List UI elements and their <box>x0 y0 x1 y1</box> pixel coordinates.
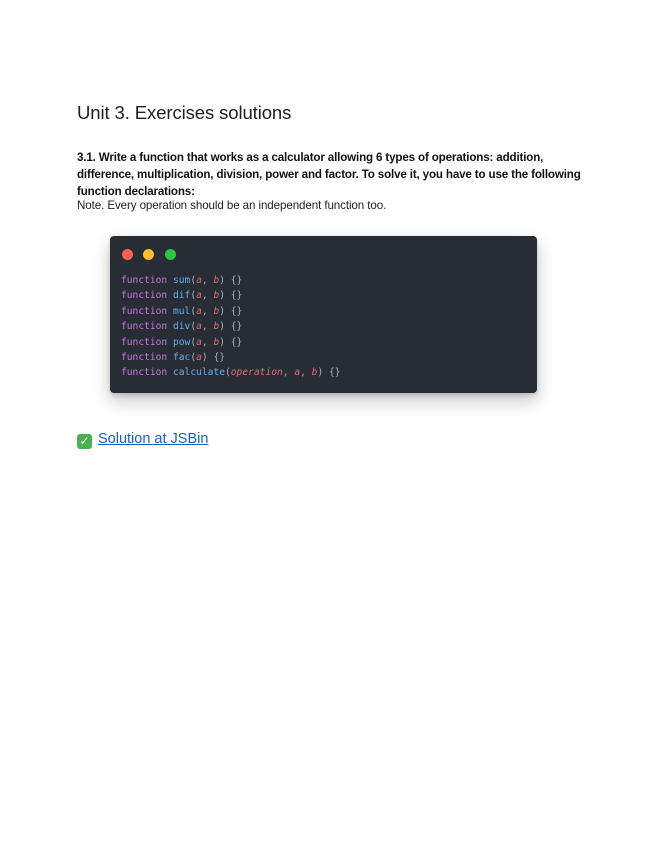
code-line <box>121 304 341 319</box>
code-punctuation: ( <box>224 367 231 379</box>
code-punctuation: ) {} <box>201 351 225 363</box>
exercise-note: Note. Every operation should be an independent function too. <box>77 199 387 212</box>
code-parameter: b <box>311 367 318 379</box>
minimize-dot-icon <box>143 249 154 260</box>
code-punctuation: ( <box>190 305 197 317</box>
code-parameter: a <box>196 321 202 333</box>
code-punctuation: ( <box>190 351 197 363</box>
code-line <box>121 319 341 334</box>
code-punctuation: , <box>300 367 312 379</box>
code-punctuation: ) {} <box>219 336 243 348</box>
exercise-statement: 3.1. Write a function that works as a calculator allowing 6 types of operations: addition, difference, multiplication, division, power and factor. To solve it, you have to use the following function declarations: <box>77 151 581 198</box>
code-punctuation: ( <box>190 275 197 286</box>
solution-line <box>77 429 208 449</box>
code-parameter: b <box>213 275 220 286</box>
code-parameter: a <box>196 351 202 363</box>
code-parameter: operation <box>230 367 283 379</box>
code-function-name: dif <box>173 290 191 302</box>
code-punctuation: ) {} <box>317 367 341 379</box>
code-parameter: a <box>196 336 202 348</box>
code-line <box>121 288 341 303</box>
code-function-name: div <box>173 321 191 333</box>
code-parameter: b <box>213 305 220 317</box>
code-function-name: pow <box>173 336 191 348</box>
code-punctuation: , <box>201 336 214 348</box>
code-keyword: function <box>121 275 168 286</box>
code-punctuation: , <box>201 305 214 317</box>
code-parameter: b <box>213 290 220 302</box>
maximize-dot-icon <box>165 249 176 260</box>
code-punctuation: , <box>282 367 295 379</box>
code-parameter: b <box>213 321 220 333</box>
code-punctuation: ( <box>190 336 197 348</box>
code-line <box>121 350 341 365</box>
code-punctuation: ( <box>190 321 197 333</box>
code-function-name: sum <box>173 275 191 286</box>
code-keyword: function <box>121 305 168 317</box>
code-keyword: function <box>121 321 168 333</box>
page-title: Unit 3. Exercises solutions <box>77 102 292 123</box>
code-parameter: a <box>196 275 202 286</box>
code-keyword: function <box>121 336 168 348</box>
code-punctuation: , <box>201 321 214 333</box>
code-punctuation: ( <box>190 290 197 302</box>
code-parameter: a <box>196 305 202 317</box>
close-dot-icon <box>122 249 133 260</box>
code-keyword: function <box>121 351 168 363</box>
code-parameter: a <box>294 367 301 379</box>
solution-link[interactable]: Solution at JSBin <box>98 431 209 447</box>
code-line <box>121 335 341 350</box>
code-punctuation: ) {} <box>219 305 243 317</box>
code-function-name: mul <box>173 305 191 317</box>
code-function-name: fac <box>173 351 191 363</box>
code-punctuation: ) {} <box>219 290 243 302</box>
code-line <box>121 365 341 380</box>
code-block <box>121 273 341 381</box>
code-keyword: function <box>121 367 168 379</box>
code-punctuation: ) {} <box>219 321 243 333</box>
code-line <box>121 273 341 288</box>
code-punctuation: , <box>201 290 214 302</box>
window-controls <box>122 249 182 261</box>
code-punctuation: ) {} <box>219 275 243 286</box>
check-mark-button-icon: ✓ <box>77 434 92 449</box>
code-keyword: function <box>121 290 168 302</box>
code-function-name: calculate <box>173 367 225 379</box>
code-punctuation: , <box>201 275 214 286</box>
code-parameter: a <box>196 290 202 302</box>
code-snippet-window <box>110 236 537 393</box>
code-parameter: b <box>213 336 220 348</box>
